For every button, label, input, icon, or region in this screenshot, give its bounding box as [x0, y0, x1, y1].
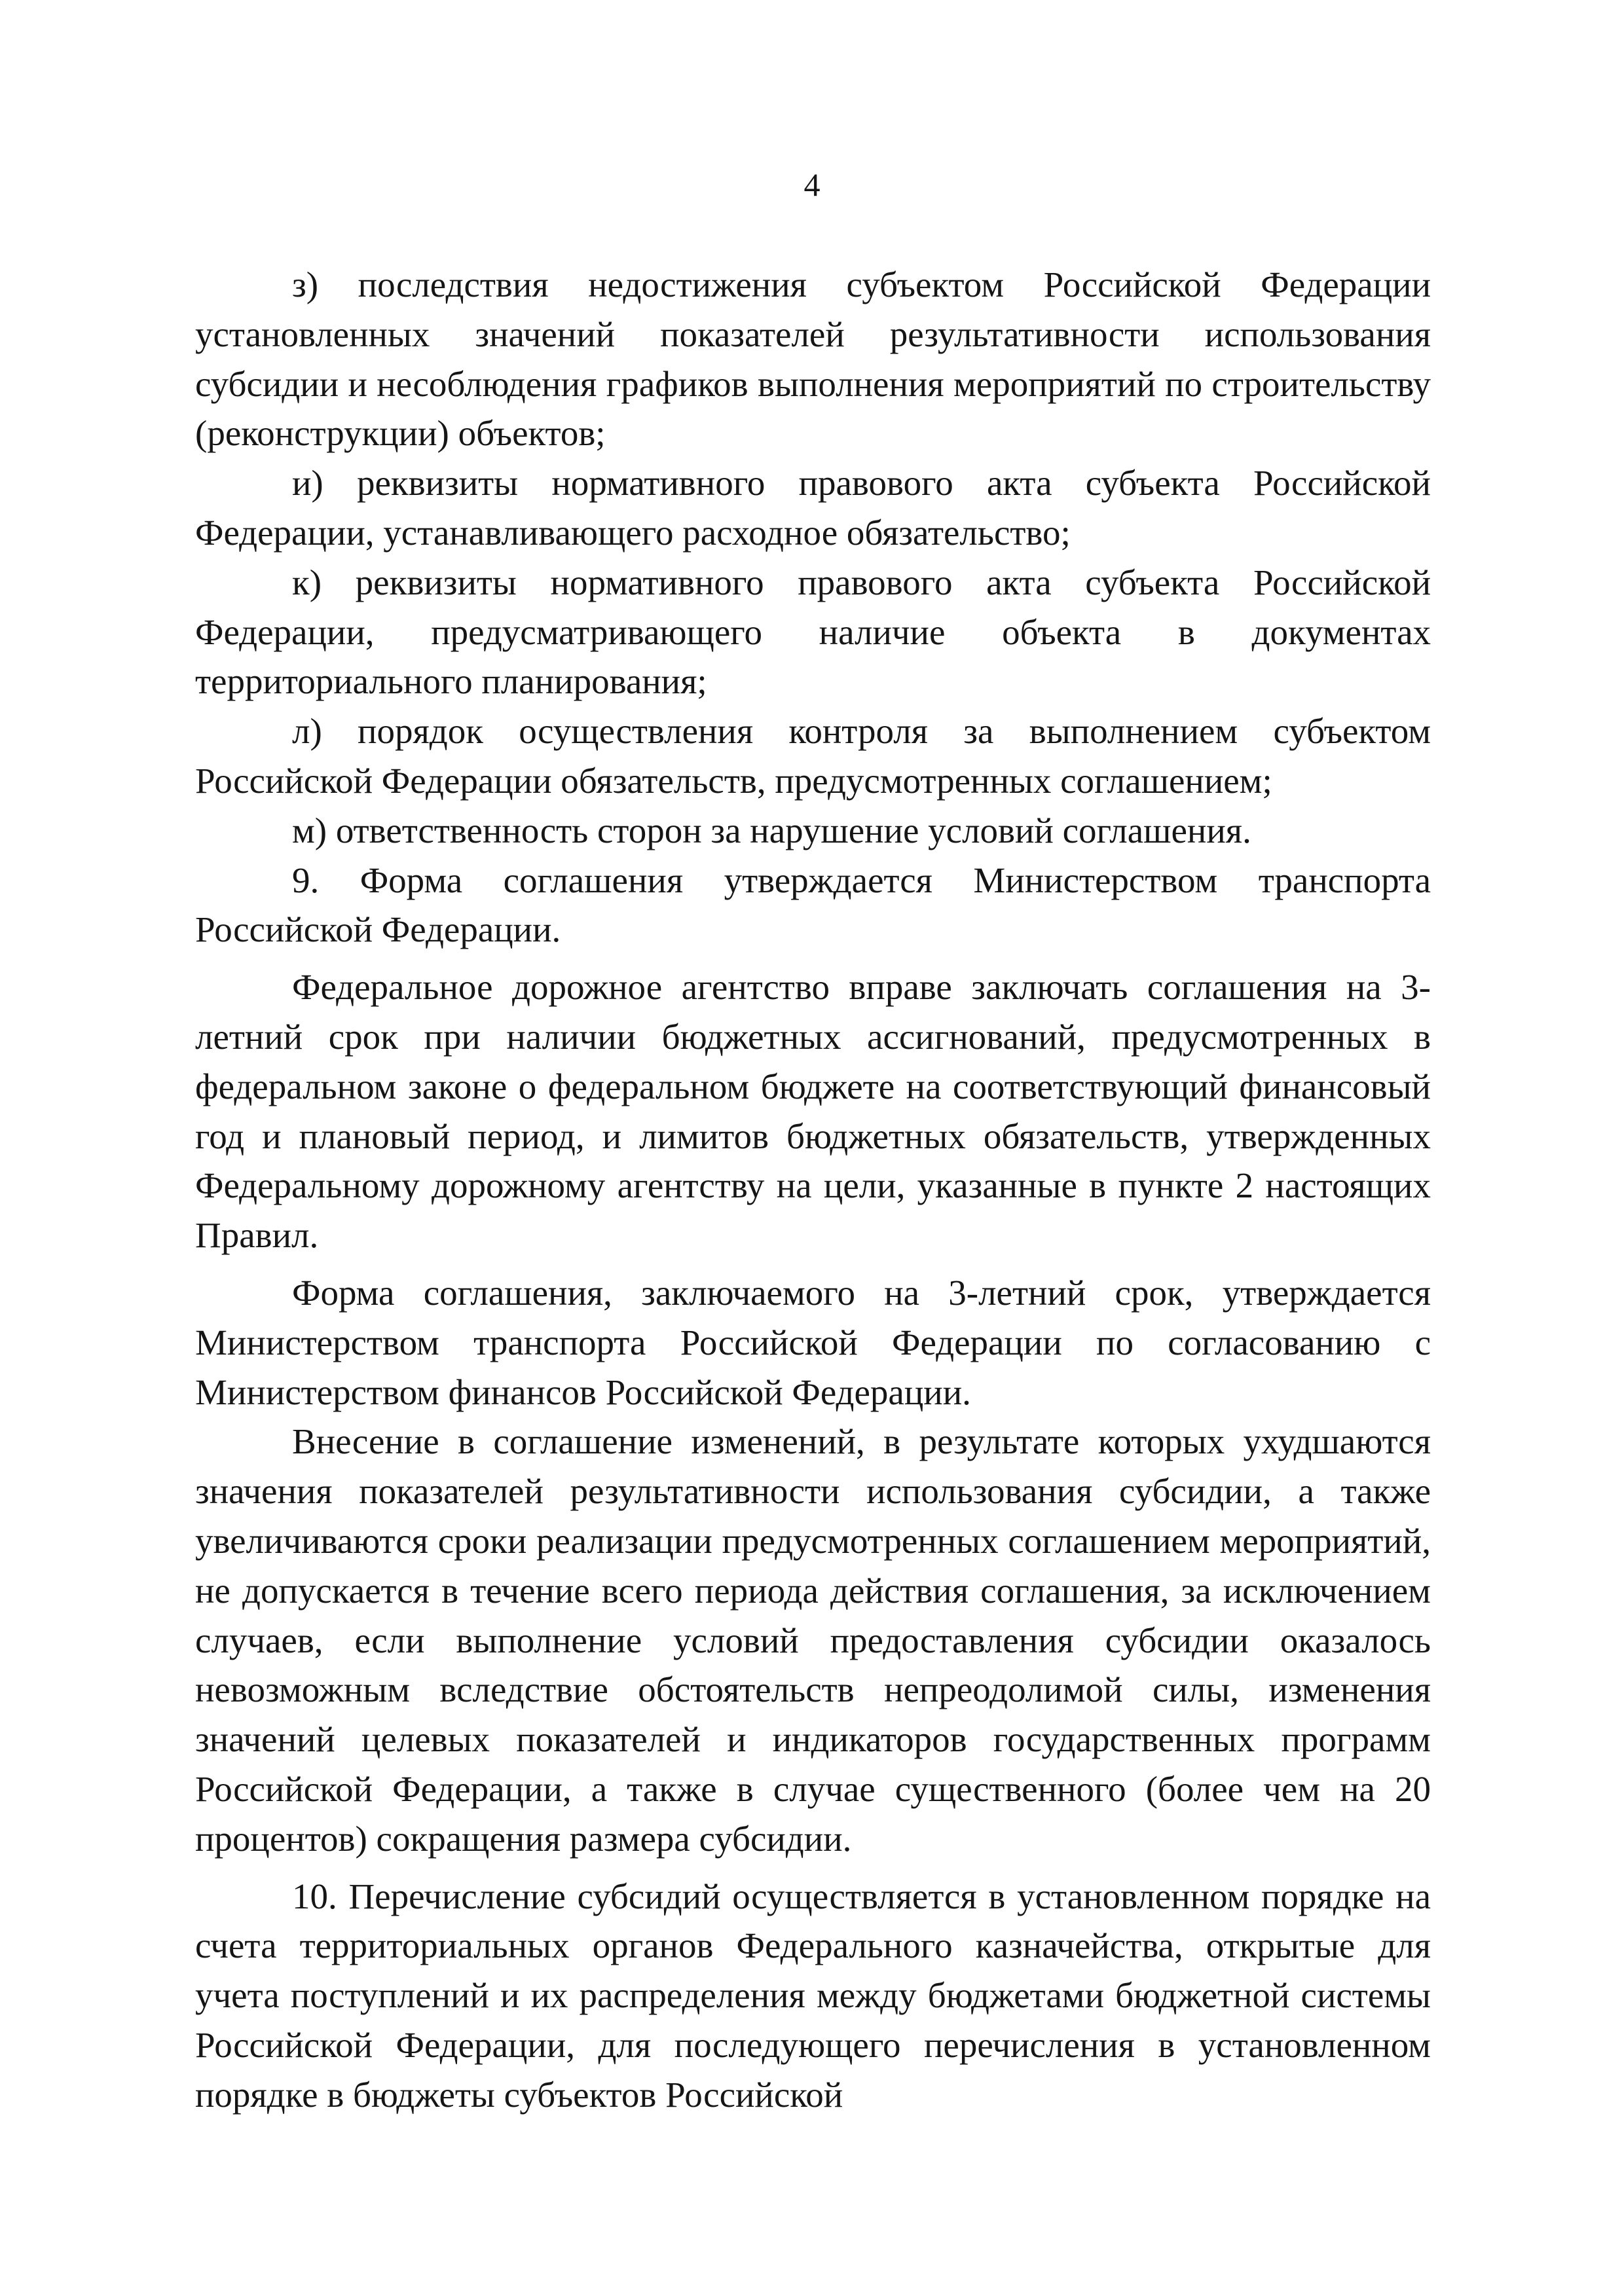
document-body: [195, 260, 1431, 2119]
paragraph-m: м) ответственность сторон за нарушение условий соглашения.: [292, 810, 1251, 850]
paragraph-i: и) реквизиты нормативного правового акта субъекта Российской Федерации, устанавливающего расходное обязательство;: [195, 463, 1431, 553]
page-number: 4: [803, 166, 821, 203]
paragraph-item-9: 9. Форма соглашения утверждается Министерством транспорта Российской Федерации.: [195, 860, 1431, 950]
paragraph-z: з) последствия недостижения субъектом Российской Федерации установленных значений показателей результативности использования субсидии и несоблюдения графиков выполнения мероприятий по строительству (реконструкции) объектов;: [195, 264, 1431, 454]
paragraph-agency-agreements: Федеральное дорожное агентство вправе заключать соглашения на 3-летний срок при наличии бюджетных ассигнований, предусмотренных в федеральном законе о федеральном бюджете на соответствующий финансовый год и плановый период, и лимитов бюджетных обязательств, утвержденных Федеральному дорожному агентству на цели, указанные в пункте 2 настоящих Правил.: [195, 967, 1431, 1256]
paragraph-amendments: Внесение в соглашение изменений, в результате которых ухудшаются значения показателей результативности использования субсидии, а также увеличиваются сроки реализации предусмотренных соглашением мероприятий, не допускается в течение всего периода действия соглашения, за исключением случаев, если выполнение условий предоставления субсидии оказалось невозможным вследствие обстоятельств непреодолимой силы, изменения значений целевых показателей и индикаторов государственных программ Российской Федерации, а также в случае существенного (более чем на 20 процентов) сокращения размера субсидии.: [195, 1421, 1431, 1859]
paragraph-l: л) порядок осуществления контроля за выполнением субъектом Российской Федерации обязательств, предусмотренных соглашением;: [195, 711, 1431, 801]
paragraph-agreement-form: Форма соглашения, заключаемого на 3-летний срок, утверждается Министерством транспорта Российской Федерации по согласованию с Министерством финансов Российской Федерации.: [195, 1272, 1431, 1412]
paragraph-item-10: 10. Перечисление субсидий осуществляется в установленном порядке на счета территориальных органов Федерального казначейства, открытые для учета поступлений и их распределения между бюджетами бюджетной системы Российской Федерации, для последующего перечисления в установленном порядке в бюджеты субъектов Российской: [195, 1876, 1431, 2115]
paragraph-k: к) реквизиты нормативного правового акта субъекта Российской Федерации, предусматривающего наличие объекта в документах территориального планирования;: [195, 562, 1431, 702]
